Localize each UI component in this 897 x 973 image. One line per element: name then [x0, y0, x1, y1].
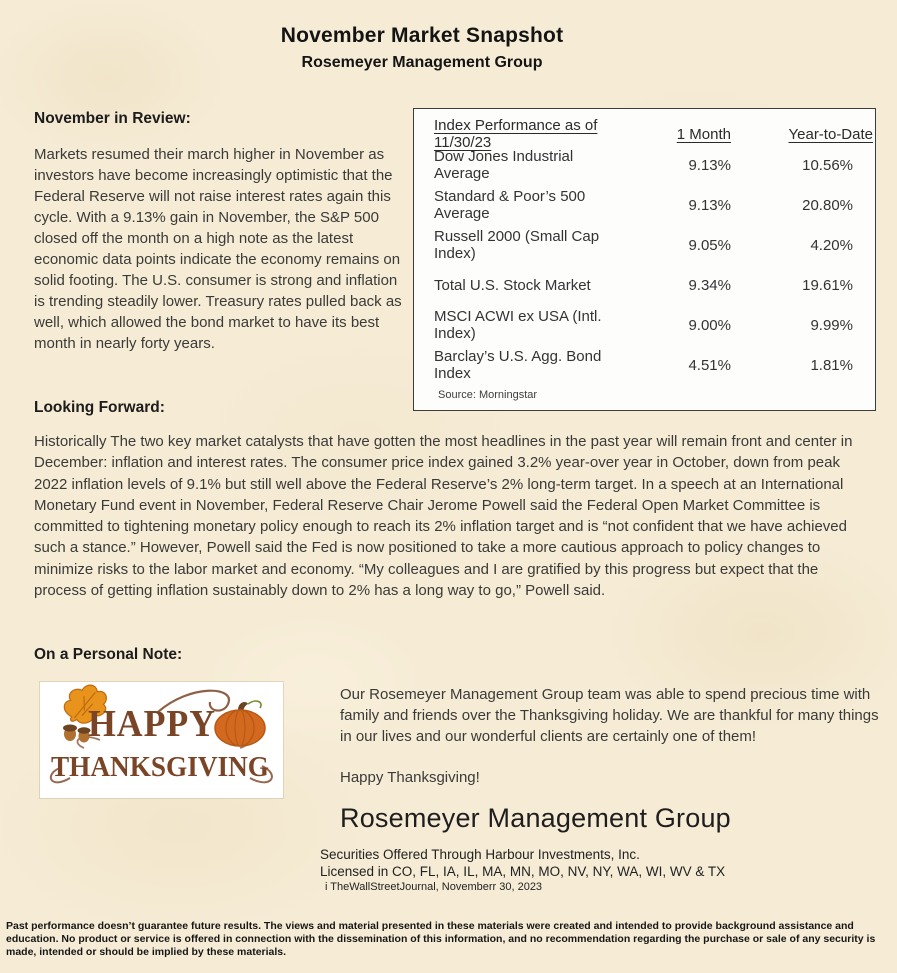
licensed-states-line: Licensed in CO, FL, IA, IL, MA, MN, MO, NV, NY, WA, WI, WV & TX — [320, 864, 726, 879]
thanksgiving-image — [40, 682, 283, 798]
index-name: Barclay’s U.S. Agg. Bond Index — [434, 348, 602, 382]
index-name: Dow Jones Industrial Average — [434, 148, 574, 182]
table-header-row — [414, 109, 875, 151]
personal-note-closing: Happy Thanksgiving! — [340, 769, 480, 786]
company-name: Rosemeyer Management Group — [340, 803, 731, 833]
image-word-thanksgiving: THANKSGIVING — [51, 751, 269, 783]
table-row — [414, 145, 875, 185]
table-row — [414, 305, 875, 345]
personal-note-heading: On a Personal Note: — [34, 646, 183, 663]
page-subtitle: Rosemeyer Management Group — [301, 54, 543, 71]
ytd-value: 20.80% — [802, 196, 853, 214]
index-name: Standard & Poor’s 500 Average — [434, 188, 586, 222]
ytd-value: 1.81% — [810, 356, 853, 374]
disclaimer-text: Past performance doesn’t guarantee future results. The views and material presented in these materials were created and intended to provide background assistance and education. No product or service is offered in connection with the dissemination of this information, and no recommendation regarding the purchase or sale of any security is made, intended or should be implied by these materials. — [6, 920, 876, 958]
index-performance-table — [413, 108, 876, 411]
ytd-value: 9.99% — [810, 316, 853, 334]
index-name: Total U.S. Stock Market — [434, 276, 591, 294]
index-name: MSCI ACWI ex USA (Intl. Index) — [434, 308, 602, 342]
one-month-value: 9.13% — [688, 196, 731, 214]
page-title: November Market Snapshot — [280, 24, 564, 47]
table-row — [414, 265, 875, 305]
newsletter-header — [0, 24, 844, 72]
compliance-block — [320, 846, 885, 893]
index-name: Russell 2000 (Small Cap Index) — [434, 228, 600, 262]
one-month-value: 4.51% — [688, 356, 731, 374]
personal-note-block — [320, 684, 885, 893]
table-row — [414, 345, 875, 385]
ytd-value: 4.20% — [810, 236, 853, 254]
looking-forward-heading: Looking Forward: — [34, 399, 165, 416]
column-header-1-month: 1 Month — [676, 125, 731, 143]
one-month-value: 9.13% — [688, 156, 731, 174]
table-row — [414, 225, 875, 265]
citation-line: i TheWallStreetJournal, Novemberr 30, 2023 — [325, 881, 543, 893]
looking-forward-paragraph: Historically The two key market catalysts that have gotten the most headlines in the past year will remain front and center in December: inflation and interest rates. The consumer price index gained 3.2% year-over year in October, down from peak 2022 inflation levels of 9.1% but still well above the Federal Reserve’s 2% long-term target. In a speech at an International Monetary Fund event in November, Federal Reserve Chair Jerome Powell said the Federal Open Market Committee is committed to tightening monetary policy enough to reach its 2% inflation target and is “not confident that we have achieved such a stance.” However, Powell said the Fed is now positioned to take a more cautious approach to policy changes to minimize risks to the labor market and economy. “My colleagues and I are gratified by this progress but expect that the process of getting inflation sustainably down to 2% has a long way to go,” Powell said. — [34, 433, 853, 600]
image-word-happy: HAPPY — [88, 703, 216, 745]
ytd-value: 10.56% — [802, 156, 853, 174]
november-in-review-heading: November in Review: — [34, 110, 191, 127]
one-month-value: 9.00% — [688, 316, 731, 334]
securities-line: Securities Offered Through Harbour Investments, Inc. — [320, 847, 640, 862]
personal-note-paragraph: Our Rosemeyer Management Group team was able to spend precious time with family and friends over the Thanksgiving holiday. We are thankful for many things in our lives and our wonderful clients are certainly one of them! — [340, 686, 879, 745]
ytd-value: 19.61% — [802, 276, 853, 294]
one-month-value: 9.05% — [688, 236, 731, 254]
column-header-ytd: Year-to-Date — [788, 125, 873, 143]
column-header-index: Index Performance as of 11/30/23 — [434, 117, 598, 151]
one-month-value: 9.34% — [688, 276, 731, 294]
november-in-review-paragraph: Markets resumed their march higher in November as investors have become increasingly optimistic that the Federal Reserve will not raise interest rates again this cycle. With a 9.13% gain in November, the S&P 500 closed off the month on a high note as the latest economic data points indicate the economy remains on solid footing. The U.S. consumer is strong and inflation is trending steadily lower. Treasury rates pulled back as well, which allowed the bond market to have its best month in nearly forty years. — [34, 146, 402, 352]
table-row — [414, 185, 875, 225]
table-source-note: Source: Morningstar — [438, 389, 538, 401]
